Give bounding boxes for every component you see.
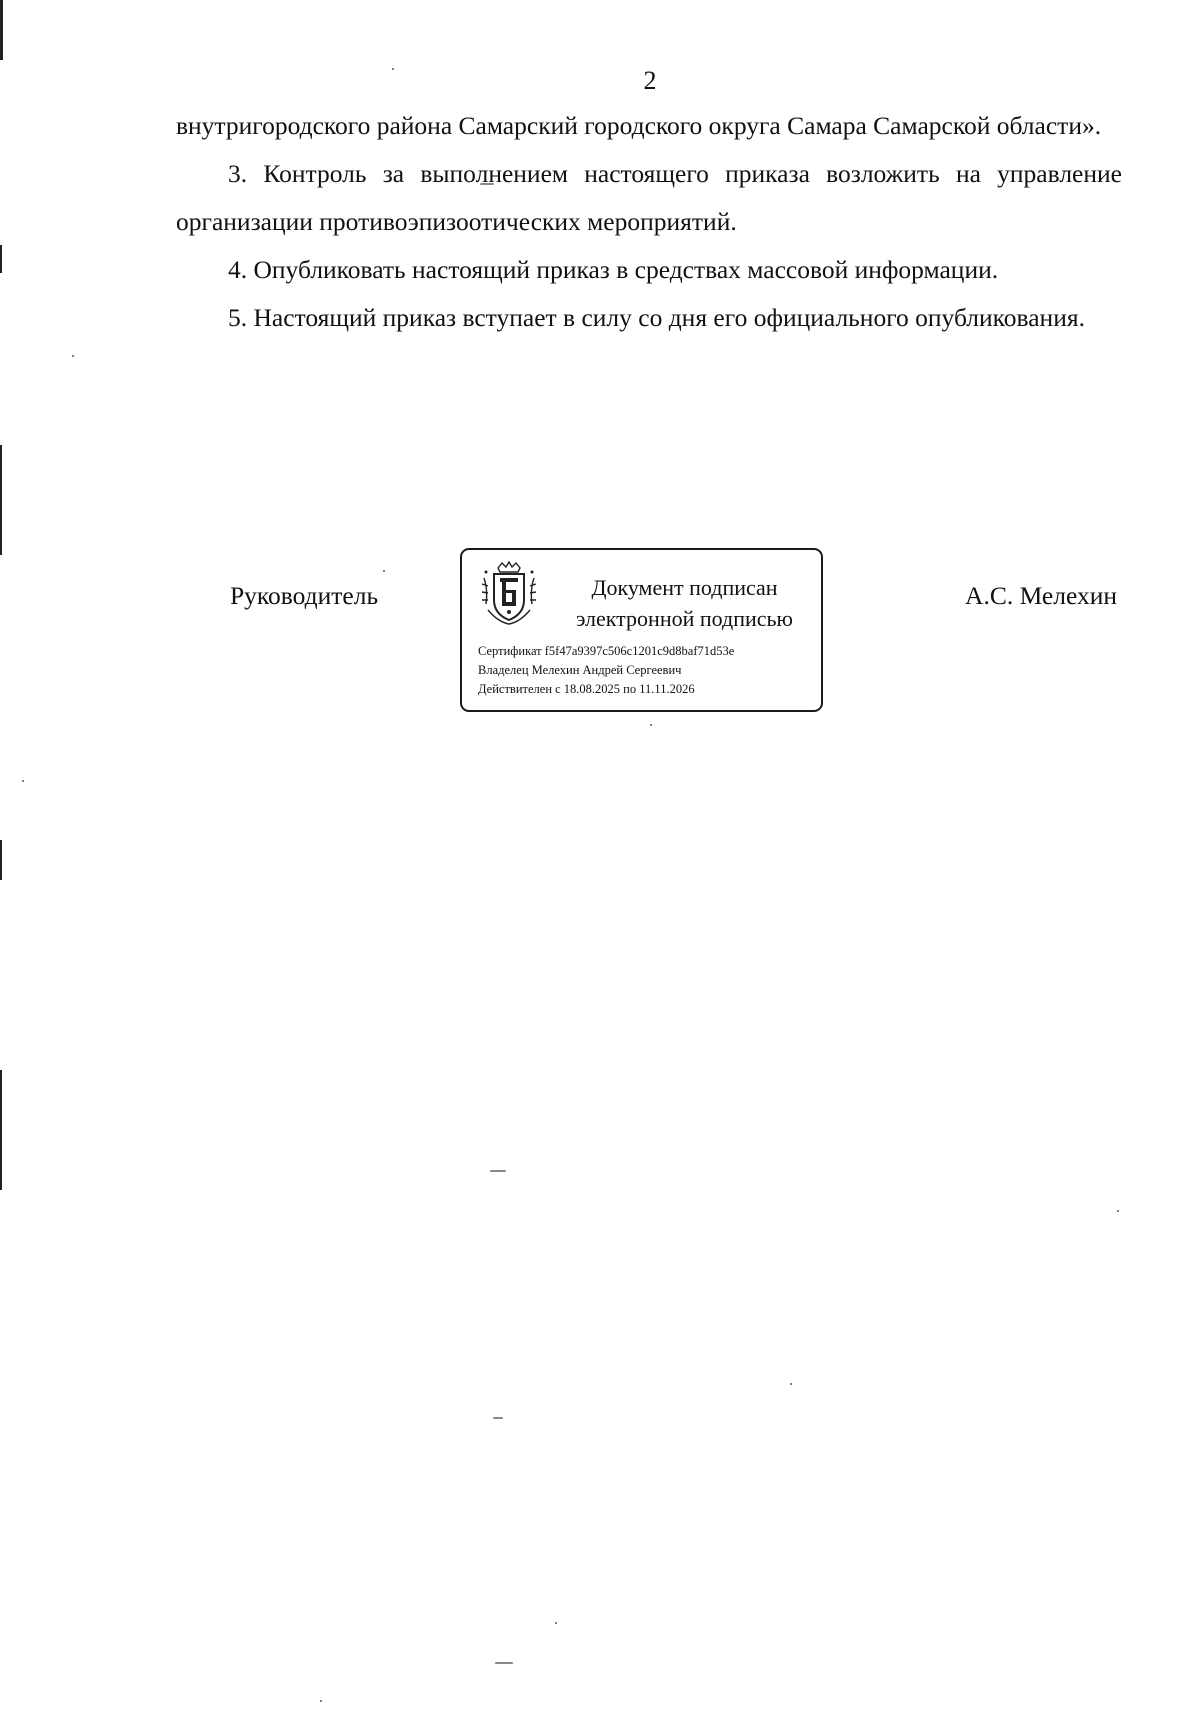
scan-speck (320, 1700, 322, 1702)
body-text (176, 102, 1122, 342)
signer-position: Руководитель (230, 581, 379, 610)
scan-speck (493, 1417, 503, 1419)
certificate-number: Сертификат f5f47a9397c506c1201c9d8baf71d53e (478, 644, 735, 658)
scan-speck (22, 780, 24, 782)
scan-edge-mark (0, 1070, 2, 1190)
coat-of-arms-icon (480, 560, 538, 626)
electronic-signature-stamp (460, 548, 823, 712)
scan-edge-mark (0, 0, 3, 60)
scan-edge-mark (0, 245, 2, 273)
paragraph-continuation: внутригородского района Самарский городского округа Самара Самарской области». (176, 111, 1102, 140)
scan-speck (1117, 1210, 1119, 1212)
scan-edge-mark (0, 445, 2, 555)
paragraph-item-4: 4. Опубликовать настоящий приказ в средствах массовой информации. (228, 255, 999, 284)
signature-block (0, 548, 1200, 718)
scan-speck (790, 1383, 792, 1385)
stamp-heading-line1: Документ подписан (591, 575, 778, 600)
scan-speck (495, 1662, 513, 1664)
stamp-details (478, 642, 734, 699)
scan-speck (555, 1622, 557, 1624)
page-number: 2 (643, 66, 657, 95)
scan-speck (490, 1170, 506, 1172)
certificate-owner: Владелец Мелехин Андрей Сергеевич (478, 663, 682, 677)
paragraph-item-5: 5. Настоящий приказ вступает в силу со дня его официального опубликования. (228, 303, 1085, 332)
stamp-heading (557, 572, 812, 634)
stamp-heading-line2: электронной подписью (575, 606, 793, 631)
scan-speck (72, 355, 74, 357)
scan-edge-mark (0, 840, 2, 880)
certificate-validity: Действителен с 18.08.2025 по 11.11.2026 (478, 682, 695, 696)
scan-speck (650, 724, 652, 726)
signer-name: А.С. Мелехин (965, 581, 1117, 610)
paragraph-item-3: 3. Контроль за выполнением настоящего приказа возложить на управление организации противоэпизоотических мероприятий. (176, 159, 1122, 236)
